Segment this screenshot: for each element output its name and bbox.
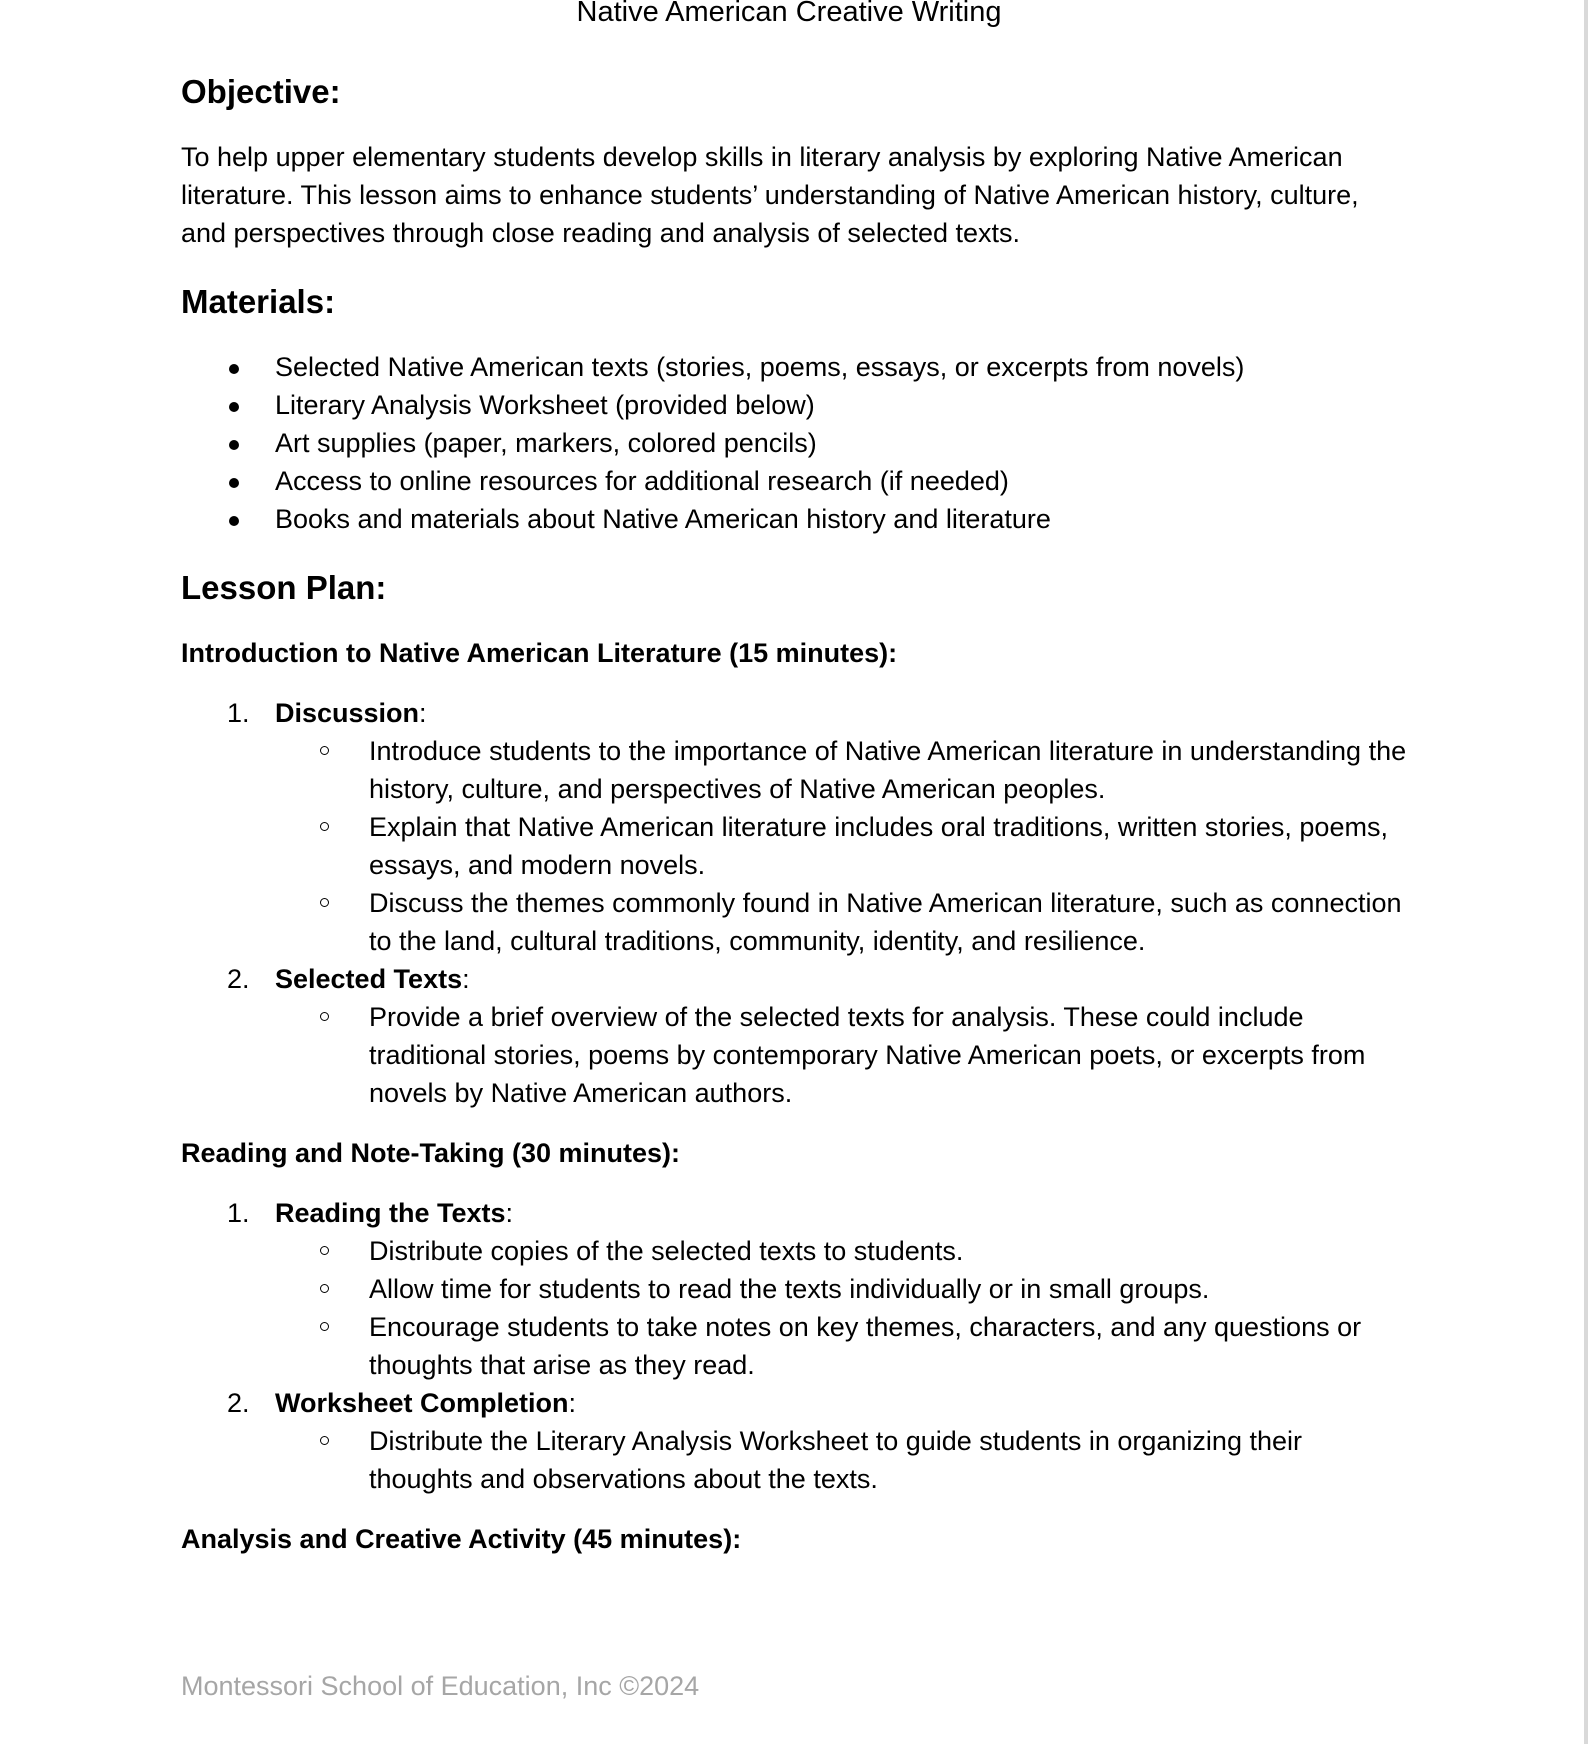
document-body xyxy=(181,68,1411,1558)
materials-heading: Materials: xyxy=(181,283,336,320)
list-item: Allow time for students to read the texts individually or in small groups. xyxy=(275,1270,1411,1308)
step-item: 2. Worksheet Completion: Distribute the Literary Analysis Worksheet to guide students in organizing their thoughts and observations about the texts. xyxy=(181,1384,1411,1498)
hollow-bullet-icon xyxy=(320,898,329,907)
lesson-plan-heading: Lesson Plan: xyxy=(181,569,387,606)
hollow-bullet-icon xyxy=(320,1284,329,1293)
bullet-icon xyxy=(229,364,239,374)
list-item: Explain that Native American literature includes oral traditions, written stories, poems, essays, and modern novels. xyxy=(275,808,1411,884)
objective-text: To help upper elementary students develop skills in literary analysis by exploring Native American literature. This lesson aims to enhance students’ understanding of Native American history, culture, and perspectives through close reading and analysis of selected texts. xyxy=(181,142,1359,248)
step-title: Discussion xyxy=(275,698,420,728)
list-item: Selected Native American texts (stories, poems, essays, or excerpts from novels) xyxy=(181,348,1411,386)
list-item: Discuss the themes commonly found in Native American literature, such as connection to the land, cultural traditions, community, identity, and resilience. xyxy=(275,884,1411,960)
bullet-icon xyxy=(229,516,239,526)
analysis-subheading: Analysis and Creative Activity (45 minutes): xyxy=(181,1524,742,1554)
bullet-icon xyxy=(229,440,239,450)
intro-subheading: Introduction to Native American Literature (15 minutes): xyxy=(181,638,898,668)
list-item: Distribute the Literary Analysis Worksheet to guide students in organizing their thoughts and observations about the texts. xyxy=(275,1422,1411,1498)
step-item: 1. Discussion: Introduce students to the importance of Native American literature in understanding the history, culture, and perspectives of Native American peoples. Explain that Native American literature includes oral traditions, written stories, poems, essays, and modern novels. Discuss the themes commonly found in Native American literature, such as connection to the land, cultural traditions, community, identity, and resilience. xyxy=(181,694,1411,960)
step-item: 2. Selected Texts: Provide a brief overview of the selected texts for analysis. These could include traditional stories, poems by contemporary Native American poets, or excerpts from novels by Native American authors. xyxy=(181,960,1411,1112)
step-number: 1. xyxy=(227,1198,250,1228)
list-item: Provide a brief overview of the selected texts for analysis. These could include traditional stories, poems by contemporary Native American poets, or excerpts from novels by Native American authors. xyxy=(275,998,1411,1112)
step-number: 2. xyxy=(227,964,250,994)
hollow-bullet-icon xyxy=(320,822,329,831)
bullet-icon xyxy=(229,478,239,488)
hollow-bullet-icon xyxy=(320,1322,329,1331)
page-edge-divider xyxy=(1584,0,1588,1744)
step-title: Selected Texts xyxy=(275,964,463,994)
step-title: Worksheet Completion xyxy=(275,1388,569,1418)
step-points xyxy=(275,1422,1411,1498)
list-item: Books and materials about Native American history and literature xyxy=(181,500,1411,538)
step-number: 1. xyxy=(227,698,250,728)
list-item: Art supplies (paper, markers, colored pencils) xyxy=(181,424,1411,462)
objective-heading: Objective: xyxy=(181,73,341,110)
step-number: 2. xyxy=(227,1388,250,1418)
footer-copyright: Montessori School of Education, Inc ©2024 xyxy=(181,1671,700,1701)
hollow-bullet-icon xyxy=(320,1436,329,1445)
intro-steps xyxy=(181,694,1411,1112)
list-item: Literary Analysis Worksheet (provided below) xyxy=(181,386,1411,424)
hollow-bullet-icon xyxy=(320,1246,329,1255)
step-title: Reading the Texts xyxy=(275,1198,506,1228)
hollow-bullet-icon xyxy=(320,1012,329,1021)
bullet-icon xyxy=(229,402,239,412)
list-item: Introduce students to the importance of Native American literature in understanding the history, culture, and perspectives of Native American peoples. xyxy=(275,732,1411,808)
list-item: Encourage students to take notes on key themes, characters, and any questions or thoughts that arise as they read. xyxy=(275,1308,1411,1384)
materials-list xyxy=(181,348,1411,538)
reading-steps xyxy=(181,1194,1411,1498)
list-item: Access to online resources for additional research (if needed) xyxy=(181,462,1411,500)
hollow-bullet-icon xyxy=(320,746,329,755)
list-item: Distribute copies of the selected texts to students. xyxy=(275,1232,1411,1270)
reading-subheading: Reading and Note-Taking (30 minutes): xyxy=(181,1138,681,1168)
step-points xyxy=(275,998,1411,1112)
step-item: 1. Reading the Texts: Distribute copies of the selected texts to students. Allow time for students to read the texts individually or in small groups. Encourage students to take notes on key themes, characters, and any questions or thoughts that arise as they read. xyxy=(181,1194,1411,1384)
step-points xyxy=(275,1232,1411,1384)
step-points xyxy=(275,732,1411,960)
document-title: Native American Creative Writing xyxy=(576,0,1002,28)
